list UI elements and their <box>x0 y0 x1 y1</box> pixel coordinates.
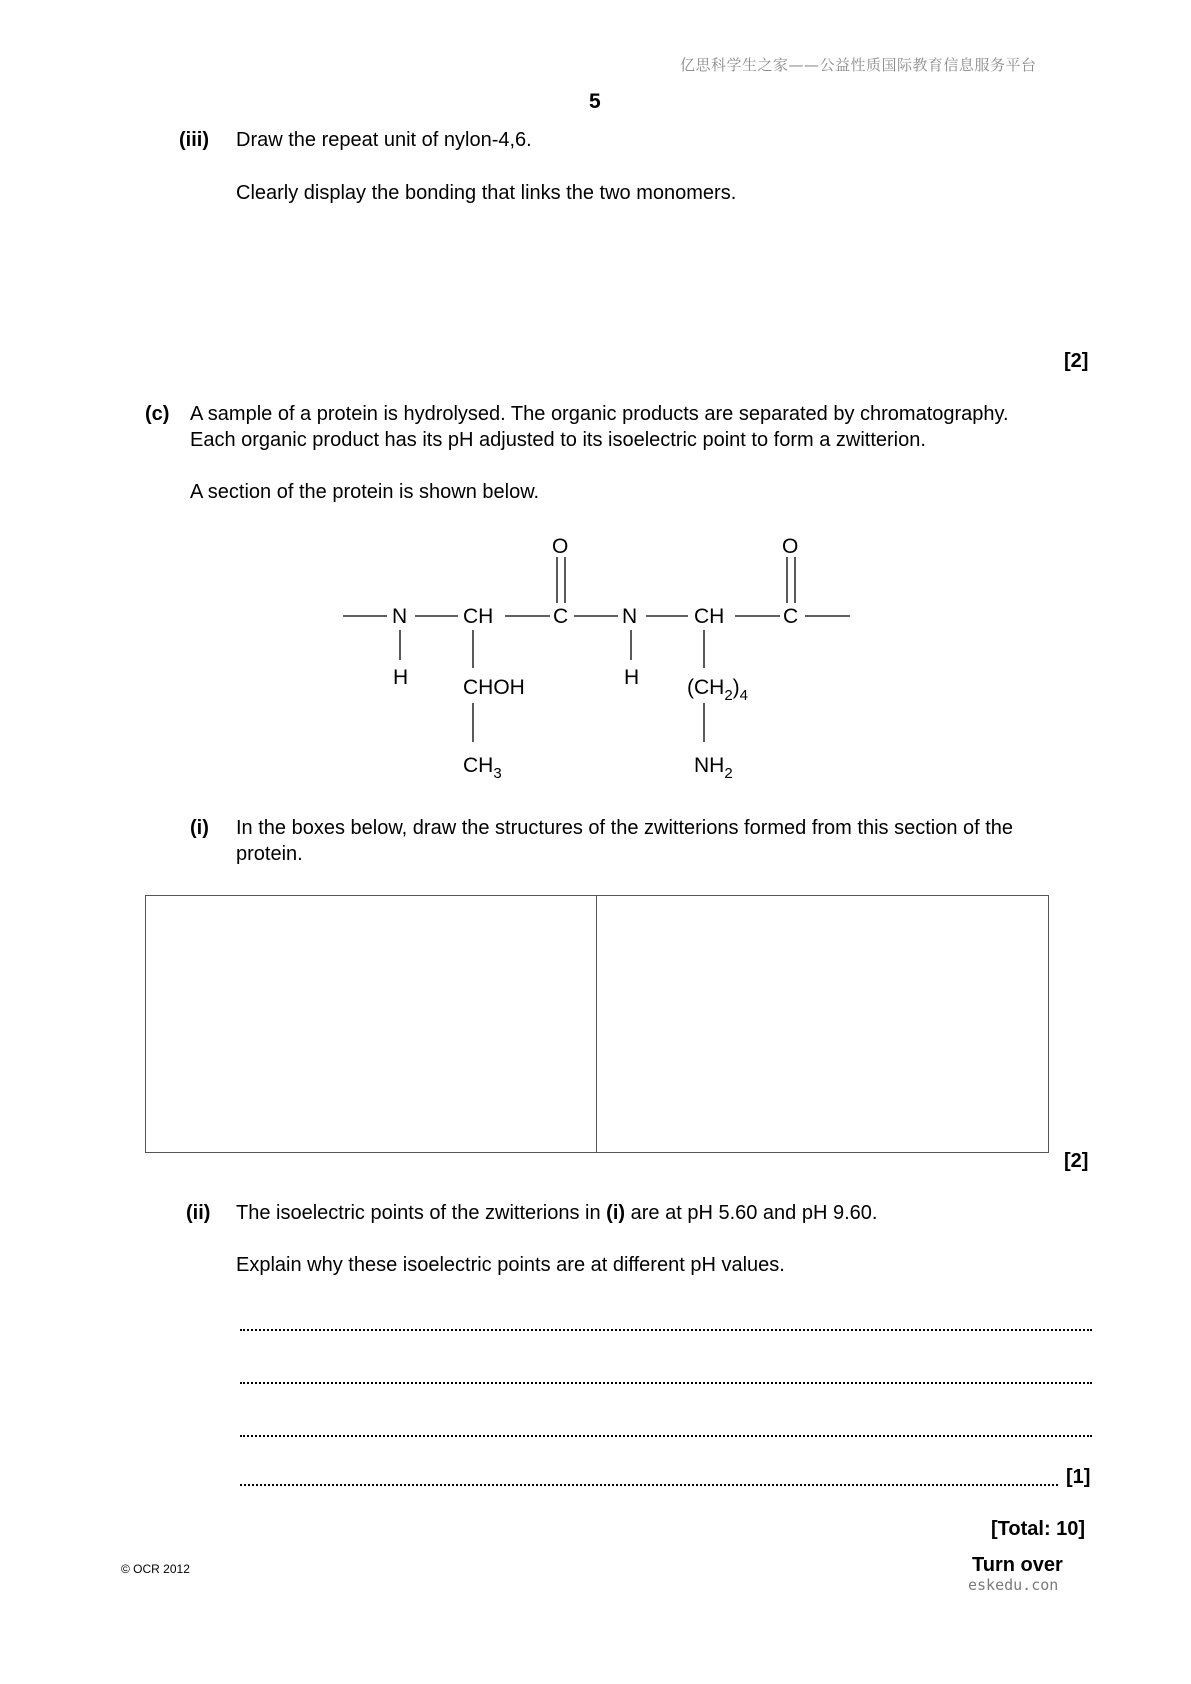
question-i-line1: In the boxes below, draw the structures of the zwitterions formed from this section of the <box>236 817 1014 839</box>
answer-line-3[interactable] <box>240 1409 1092 1437</box>
question-ii-line2: Explain why these isoelectric points are at different pH values. <box>236 1254 785 1276</box>
question-c-line1: A sample of a protein is hydrolysed. The organic products are separated by chromatography. <box>190 403 1009 425</box>
question-c-line2: Each organic product has its pH adjusted to its isoelectric point to form a zwitterion. <box>190 429 926 451</box>
question-ii-line1: The isoelectric points of the zwitterions in (i) are at pH 5.60 and pH 9.60. <box>236 1202 878 1224</box>
question-iii-text: Draw the repeat unit of nylon-4,6. <box>236 129 532 151</box>
question-label-iii: (iii) <box>179 129 209 151</box>
answer-line-2[interactable] <box>240 1356 1092 1384</box>
header-watermark: 亿思科学生之家——公益性质国际教育信息服务平台 <box>680 56 1037 74</box>
footer-watermark: eskedu.con <box>968 1576 1059 1594</box>
page-number: 5 <box>589 90 601 113</box>
turn-over-label: Turn over <box>972 1554 1063 1576</box>
answer-line-4[interactable] <box>240 1458 1058 1486</box>
group-ch2-4: $(CH_2)_4$ <box>687 676 749 704</box>
question-label-i: (i) <box>190 817 209 839</box>
atom-o2: O <box>782 535 799 558</box>
question-label-c: (c) <box>145 403 170 425</box>
group-nh2: $NH_2$ <box>694 754 733 782</box>
group-ch3: $CH_3$ <box>463 754 502 782</box>
question-iii-instruction: Clearly display the bonding that links the two monomers. <box>236 182 737 204</box>
atom-c1: C <box>553 605 569 628</box>
atom-ch1: CH <box>463 605 494 628</box>
mark-i: [2] <box>1064 1150 1089 1172</box>
question-label-ii: (ii) <box>186 1202 211 1224</box>
atom-h1: H <box>393 666 409 689</box>
atom-n1: N <box>392 605 408 628</box>
atom-n2: N <box>622 605 638 628</box>
group-choh: CHOH <box>463 676 525 699</box>
question-total: [Total: 10] <box>991 1518 1086 1540</box>
answer-line-1[interactable] <box>240 1303 1092 1331</box>
atom-c2: C <box>783 605 799 628</box>
question-c-line3: A section of the protein is shown below. <box>190 481 540 503</box>
zwitterion-answer-box-1[interactable] <box>145 895 598 1153</box>
protein-section-structure <box>0 0 1191 800</box>
zwitterion-answer-box-2[interactable] <box>596 895 1049 1153</box>
question-i-line2: protein. <box>236 843 303 865</box>
mark-iii: [2] <box>1064 350 1089 372</box>
atom-h2: H <box>624 666 640 689</box>
mark-ii: [1] <box>1066 1466 1091 1488</box>
copyright-notice: © OCR 2012 <box>121 1562 190 1576</box>
atom-ch2: CH <box>694 605 725 628</box>
atom-o1: O <box>552 535 569 558</box>
